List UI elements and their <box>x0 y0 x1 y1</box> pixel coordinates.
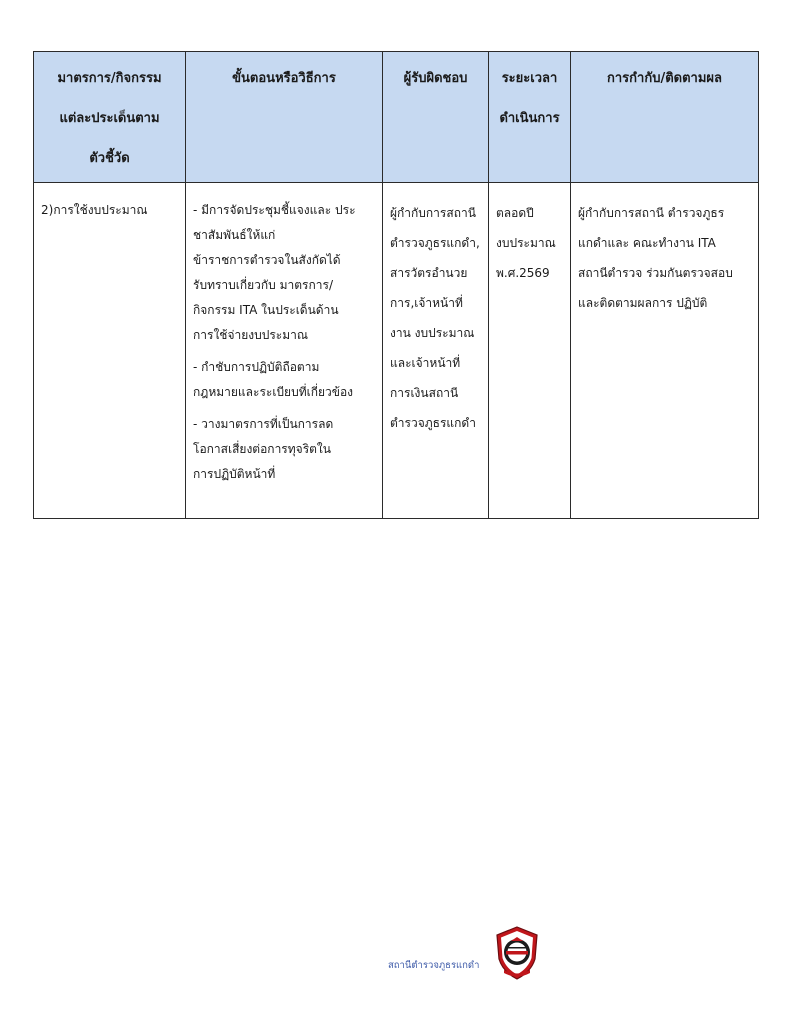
action-plan-table <box>33 51 759 519</box>
cell-steps <box>186 183 383 519</box>
page-footer <box>388 925 548 985</box>
header-monitoring: การกำกับ/ติดตามผล <box>571 52 759 183</box>
police-station-emblem-icon <box>494 925 540 981</box>
table-header-row <box>34 52 759 183</box>
measure-text: 2)การใช้งบประมาณ <box>41 203 148 217</box>
footer-station-name: สถานีตำรวจภูธรแกดำ <box>388 960 480 971</box>
header-steps: ขั้นตอนหรือวิธีการ <box>186 52 383 183</box>
step-item: - กำชับการปฏิบัติถือตาม กฎหมายและระเบียบที่เกี่ยวข้อง <box>193 360 354 399</box>
header-measure: มาตรการ/กิจกรรม แต่ละประเด็นตาม ตัวชี้วัด <box>34 52 186 183</box>
step-item: - วางมาตรการที่เป็นการลด โอกาสเสี่ยงต่อการทุจริตใน การปฏิบัติหน้าที่ <box>193 417 334 481</box>
table-row <box>34 183 759 519</box>
cell-measure <box>34 183 186 519</box>
step-item: - มีการจัดประชุมชี้แจงและ ประ ชาสัมพันธ์ให้แก่ ข้าราชการตำรวจในสังกัดได้ รับทราบเกี่ยวกับ มาตรการ/ กิจกรรม ITA ในประเด็นด้าน การใช้จ่ายงบประมาณ <box>193 203 356 342</box>
cell-period: ตลอดปี งบประมาณ พ.ศ.2569 <box>489 183 571 519</box>
header-responsible: ผู้รับผิดชอบ <box>383 52 489 183</box>
cell-responsible: ผู้กำกับการสถานี ตำรวจภูธรแกดำ, สารวัตรอำนวย การ,เจ้าหน้าที่ งาน งบประมาณ และเจ้าหน้าที่ การเงินสถานี ตำรวจภูธรแกดำ <box>383 183 489 519</box>
header-period: ระยะเวลา ดำเนินการ <box>489 52 571 183</box>
cell-monitoring: ผู้กำกับการสถานี ตำรวจภูธร แกดำและ คณะทำงาน ITA สถานีตำรวจ ร่วมกันตรวจสอบ และติดตามผลการ ปฏิบัติ <box>571 183 759 519</box>
